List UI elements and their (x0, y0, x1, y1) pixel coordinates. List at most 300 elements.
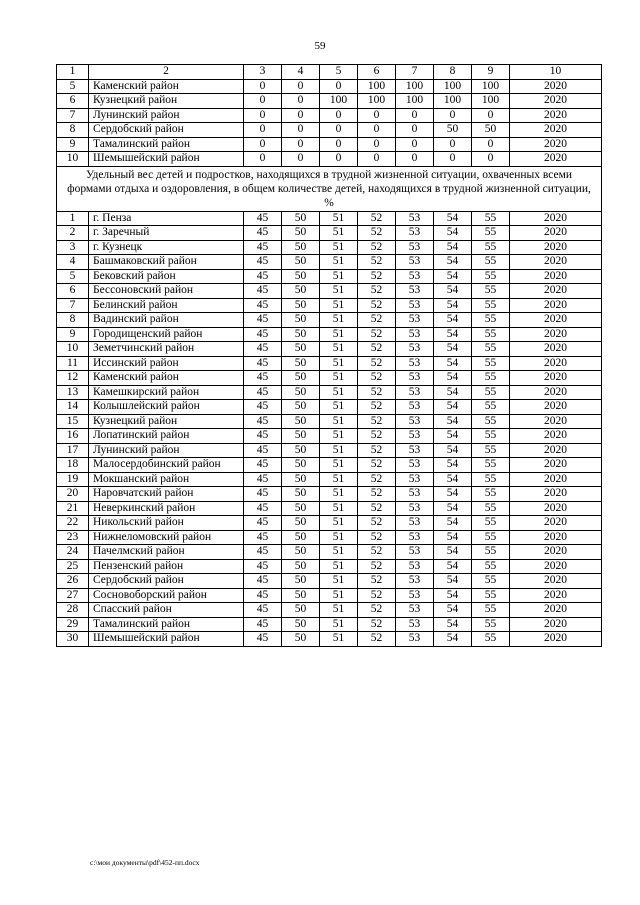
district-name-cell: Тамалинский район (89, 137, 244, 152)
table-cell: 53 (396, 530, 434, 545)
table-cell: 2020 (510, 211, 602, 226)
table-cell: 19 (57, 472, 89, 487)
table-cell: 0 (358, 108, 396, 123)
table-cell: 45 (244, 342, 282, 357)
table-cell: 5 (57, 79, 89, 94)
table-row (57, 79, 602, 94)
table-cell: 45 (244, 255, 282, 270)
table-cell: 2020 (510, 617, 602, 632)
table-cell: 52 (358, 356, 396, 371)
table-cell: 45 (244, 487, 282, 502)
table-cell: 2020 (510, 443, 602, 458)
table-cell: 0 (320, 137, 358, 152)
table-cell: 55 (472, 327, 510, 342)
table-cell: 8 (57, 313, 89, 328)
table-cell: 45 (244, 617, 282, 632)
table-cell: 45 (244, 327, 282, 342)
table-cell: 45 (244, 400, 282, 415)
table-row (57, 226, 602, 241)
table-cell: 52 (358, 516, 396, 531)
table-cell: 45 (244, 240, 282, 255)
table-cell: 13 (57, 385, 89, 400)
table-cell: 51 (320, 603, 358, 618)
table-cell: 50 (282, 632, 320, 647)
table-cell: 0 (358, 152, 396, 167)
table-cell: 45 (244, 588, 282, 603)
table-cell: 2020 (510, 574, 602, 589)
district-name-cell: Кузнецкий район (89, 94, 244, 109)
table-row (57, 284, 602, 299)
table-cell: 52 (358, 414, 396, 429)
table-cell: 50 (282, 284, 320, 299)
table-cell: 52 (358, 545, 396, 560)
table-cell: 2020 (510, 385, 602, 400)
table-cell: 2020 (510, 371, 602, 386)
header-cell: 8 (434, 65, 472, 80)
table-cell: 50 (282, 501, 320, 516)
table-cell: 2020 (510, 559, 602, 574)
table-cell: 51 (320, 443, 358, 458)
table-row (57, 298, 602, 313)
table-cell: 2020 (510, 487, 602, 502)
table-row (57, 472, 602, 487)
table-cell: 45 (244, 385, 282, 400)
table-cell: 50 (282, 327, 320, 342)
table-cell: 18 (57, 458, 89, 473)
district-name-cell: Бековский район (89, 269, 244, 284)
table-cell: 51 (320, 385, 358, 400)
table-cell: 55 (472, 429, 510, 444)
table-cell: 51 (320, 327, 358, 342)
table-cell: 0 (320, 79, 358, 94)
table-cell: 0 (282, 152, 320, 167)
table-cell: 55 (472, 414, 510, 429)
table-cell: 50 (282, 255, 320, 270)
table-cell: 53 (396, 603, 434, 618)
table-cell: 52 (358, 458, 396, 473)
table-cell: 53 (396, 472, 434, 487)
table-cell: 9 (57, 327, 89, 342)
table-cell: 55 (472, 443, 510, 458)
table-cell: 50 (282, 472, 320, 487)
table-row (57, 123, 602, 138)
table-cell: 100 (434, 79, 472, 94)
table-cell: 5 (57, 269, 89, 284)
table-cell: 55 (472, 501, 510, 516)
table-cell: 50 (282, 400, 320, 415)
header-row (57, 65, 602, 80)
table-cell: 2020 (510, 501, 602, 516)
table-cell: 11 (57, 356, 89, 371)
table-cell: 51 (320, 414, 358, 429)
table-cell: 9 (57, 137, 89, 152)
table-cell: 54 (434, 588, 472, 603)
district-name-cell: г. Кузнецк (89, 240, 244, 255)
table-cell: 7 (57, 298, 89, 313)
table-cell: 6 (57, 284, 89, 299)
table-cell: 52 (358, 371, 396, 386)
table-row (57, 371, 602, 386)
table-cell: 52 (358, 269, 396, 284)
district-name-cell: Никольский район (89, 516, 244, 531)
table-cell: 55 (472, 632, 510, 647)
table-cell: 100 (396, 94, 434, 109)
table-cell: 55 (472, 211, 510, 226)
table-cell: 45 (244, 632, 282, 647)
table-cell: 52 (358, 603, 396, 618)
table-cell: 17 (57, 443, 89, 458)
table-cell: 53 (396, 371, 434, 386)
table-cell: 2020 (510, 79, 602, 94)
table-cell: 50 (282, 458, 320, 473)
table-cell: 52 (358, 429, 396, 444)
table-row (57, 429, 602, 444)
table-cell: 53 (396, 458, 434, 473)
district-name-cell: Шемышейский район (89, 152, 244, 167)
table-cell: 51 (320, 226, 358, 241)
table-row (57, 588, 602, 603)
table-cell: 10 (57, 342, 89, 357)
table-cell: 50 (282, 298, 320, 313)
table-cell: 50 (282, 313, 320, 328)
table-cell: 55 (472, 545, 510, 560)
table-cell: 54 (434, 443, 472, 458)
district-name-cell: г. Пенза (89, 211, 244, 226)
table-cell: 2020 (510, 472, 602, 487)
table-cell: 54 (434, 530, 472, 545)
table-cell: 53 (396, 269, 434, 284)
table-cell: 52 (358, 211, 396, 226)
table-cell: 53 (396, 501, 434, 516)
table-cell: 53 (396, 298, 434, 313)
table-cell: 55 (472, 356, 510, 371)
table-cell: 51 (320, 371, 358, 386)
table-row (57, 327, 602, 342)
table-cell: 15 (57, 414, 89, 429)
district-name-cell: Тамалинский район (89, 617, 244, 632)
district-name-cell: Спасский район (89, 603, 244, 618)
table-cell: 52 (358, 530, 396, 545)
table-cell: 2020 (510, 342, 602, 357)
district-name-cell: Сердобский район (89, 574, 244, 589)
indicators-table (56, 64, 602, 647)
table-cell: 51 (320, 429, 358, 444)
district-name-cell: Мокшанский район (89, 472, 244, 487)
table-cell: 51 (320, 632, 358, 647)
table-cell: 51 (320, 269, 358, 284)
table-cell: 51 (320, 516, 358, 531)
district-name-cell: Пачелмский район (89, 545, 244, 560)
table-cell: 53 (396, 574, 434, 589)
table-cell: 53 (396, 385, 434, 400)
table-cell: 45 (244, 603, 282, 618)
table-cell: 52 (358, 342, 396, 357)
table-cell: 52 (358, 385, 396, 400)
table-cell: 50 (282, 211, 320, 226)
table-cell: 0 (472, 137, 510, 152)
table-cell: 2020 (510, 603, 602, 618)
table-cell: 100 (358, 94, 396, 109)
table-cell: 45 (244, 284, 282, 299)
table-cell: 2020 (510, 429, 602, 444)
table-cell: 2020 (510, 400, 602, 415)
table-cell: 1 (57, 211, 89, 226)
table-row (57, 137, 602, 152)
table-row (57, 385, 602, 400)
table-cell: 12 (57, 371, 89, 386)
table-cell: 0 (282, 94, 320, 109)
table-cell: 2020 (510, 226, 602, 241)
table-cell: 45 (244, 298, 282, 313)
table-cell: 50 (282, 226, 320, 241)
table-cell: 28 (57, 603, 89, 618)
table-cell: 54 (434, 226, 472, 241)
table-cell: 100 (358, 79, 396, 94)
table-cell: 2020 (510, 298, 602, 313)
table-cell: 55 (472, 255, 510, 270)
table-cell: 50 (282, 269, 320, 284)
table-cell: 0 (244, 108, 282, 123)
table-cell: 55 (472, 530, 510, 545)
table-cell: 0 (396, 123, 434, 138)
table-cell: 50 (472, 123, 510, 138)
section-title: Удельный вес детей и подростков, находящихся в трудной жизненной ситуации, охваченных всеми формами отдыха и оздоровления, в общем количестве детей, находящихся в трудной жизненной ситуации, % (57, 166, 602, 211)
table-row (57, 458, 602, 473)
table-cell: 53 (396, 226, 434, 241)
table-cell: 52 (358, 400, 396, 415)
table-cell: 54 (434, 516, 472, 531)
district-name-cell: Каменский район (89, 79, 244, 94)
table-cell: 2020 (510, 94, 602, 109)
table-cell: 2020 (510, 516, 602, 531)
header-cell: 7 (396, 65, 434, 80)
table-cell: 52 (358, 487, 396, 502)
table-cell: 53 (396, 443, 434, 458)
table-cell: 53 (396, 516, 434, 531)
table-cell: 51 (320, 211, 358, 226)
table-row (57, 414, 602, 429)
table-cell: 53 (396, 588, 434, 603)
table-cell: 50 (282, 603, 320, 618)
table-cell: 55 (472, 342, 510, 357)
table-cell: 52 (358, 226, 396, 241)
table-cell: 0 (396, 108, 434, 123)
table-cell: 54 (434, 342, 472, 357)
table-cell: 51 (320, 472, 358, 487)
district-name-cell: Малосердобинский район (89, 458, 244, 473)
table-cell: 51 (320, 313, 358, 328)
district-name-cell: Наровчатский район (89, 487, 244, 502)
table-cell: 26 (57, 574, 89, 589)
table-cell: 50 (282, 530, 320, 545)
table-cell: 54 (434, 356, 472, 371)
table-cell: 53 (396, 545, 434, 560)
table-cell: 54 (434, 313, 472, 328)
table-cell: 53 (396, 414, 434, 429)
table-cell: 51 (320, 400, 358, 415)
table-cell: 52 (358, 240, 396, 255)
table-cell: 0 (244, 123, 282, 138)
table-cell: 7 (57, 108, 89, 123)
table-cell: 51 (320, 298, 358, 313)
table-cell: 0 (320, 108, 358, 123)
table-cell: 51 (320, 255, 358, 270)
table-cell: 0 (320, 123, 358, 138)
table-cell: 55 (472, 559, 510, 574)
table-cell: 55 (472, 603, 510, 618)
district-name-cell: Неверкинский район (89, 501, 244, 516)
table-cell: 0 (434, 108, 472, 123)
table-cell: 54 (434, 284, 472, 299)
table-cell: 54 (434, 429, 472, 444)
table-cell: 100 (320, 94, 358, 109)
table-cell: 53 (396, 617, 434, 632)
table-cell: 0 (396, 152, 434, 167)
table-cell: 0 (434, 152, 472, 167)
district-name-cell: Пензенский район (89, 559, 244, 574)
table-row (57, 603, 602, 618)
table-cell: 0 (434, 137, 472, 152)
table-cell: 0 (282, 123, 320, 138)
table-cell: 54 (434, 414, 472, 429)
table-cell: 0 (244, 152, 282, 167)
district-name-cell: Бессоновский район (89, 284, 244, 299)
table-cell: 45 (244, 545, 282, 560)
district-name-cell: Нижнеломовский район (89, 530, 244, 545)
header-cell: 5 (320, 65, 358, 80)
table-cell: 51 (320, 559, 358, 574)
header-cell: 9 (472, 65, 510, 80)
table-cell: 50 (282, 371, 320, 386)
table-cell: 2020 (510, 123, 602, 138)
table-cell: 55 (472, 472, 510, 487)
table-cell: 0 (282, 108, 320, 123)
table-cell: 100 (396, 79, 434, 94)
table-cell: 2020 (510, 137, 602, 152)
district-name-cell: Кузнецкий район (89, 414, 244, 429)
table-cell: 53 (396, 342, 434, 357)
table-cell: 52 (358, 501, 396, 516)
table-cell: 55 (472, 313, 510, 328)
table-cell: 45 (244, 429, 282, 444)
table-row (57, 443, 602, 458)
table-cell: 0 (358, 137, 396, 152)
table-cell: 2020 (510, 356, 602, 371)
table-cell: 54 (434, 269, 472, 284)
table-cell: 0 (282, 137, 320, 152)
table-row (57, 632, 602, 647)
table-cell: 50 (282, 342, 320, 357)
table-cell: 54 (434, 327, 472, 342)
table-cell: 52 (358, 255, 396, 270)
table-cell: 29 (57, 617, 89, 632)
table-cell: 53 (396, 487, 434, 502)
table-cell: 2020 (510, 240, 602, 255)
table-cell: 52 (358, 313, 396, 328)
table-cell: 45 (244, 530, 282, 545)
table-cell: 2020 (510, 545, 602, 560)
table-cell: 50 (282, 385, 320, 400)
table-cell: 2 (57, 226, 89, 241)
district-name-cell: Сердобский район (89, 123, 244, 138)
table-cell: 51 (320, 545, 358, 560)
table-cell: 54 (434, 632, 472, 647)
table-cell: 55 (472, 385, 510, 400)
district-name-cell: Колышлейский район (89, 400, 244, 415)
table-cell: 54 (434, 617, 472, 632)
table-cell: 45 (244, 371, 282, 386)
table-cell: 51 (320, 588, 358, 603)
table-cell: 6 (57, 94, 89, 109)
table-row (57, 211, 602, 226)
table-cell: 54 (434, 574, 472, 589)
table-row (57, 356, 602, 371)
table-cell: 55 (472, 400, 510, 415)
table-cell: 52 (358, 284, 396, 299)
table-cell: 51 (320, 530, 358, 545)
table-cell: 55 (472, 487, 510, 502)
table-cell: 52 (358, 298, 396, 313)
header-cell: 10 (510, 65, 602, 80)
table-cell: 55 (472, 371, 510, 386)
table-cell: 50 (282, 356, 320, 371)
table-cell: 55 (472, 588, 510, 603)
table-cell: 27 (57, 588, 89, 603)
table-cell: 45 (244, 516, 282, 531)
district-name-cell: Башмаковский район (89, 255, 244, 270)
table-cell: 50 (282, 588, 320, 603)
table-cell: 54 (434, 559, 472, 574)
table-cell: 45 (244, 211, 282, 226)
table-cell: 25 (57, 559, 89, 574)
table-cell: 0 (358, 123, 396, 138)
table-cell: 53 (396, 356, 434, 371)
table-cell: 52 (358, 472, 396, 487)
table-cell: 50 (282, 487, 320, 502)
table-cell: 20 (57, 487, 89, 502)
table-row (57, 501, 602, 516)
district-name-cell: Иссинский район (89, 356, 244, 371)
table-cell: 0 (472, 108, 510, 123)
table-cell: 4 (57, 255, 89, 270)
table-cell: 53 (396, 559, 434, 574)
table-cell: 45 (244, 472, 282, 487)
table-cell: 30 (57, 632, 89, 647)
table-cell: 50 (282, 443, 320, 458)
table-cell: 51 (320, 574, 358, 589)
table-row (57, 313, 602, 328)
table-cell: 45 (244, 458, 282, 473)
table-cell: 52 (358, 617, 396, 632)
table-cell: 100 (434, 94, 472, 109)
table-cell: 45 (244, 501, 282, 516)
table-cell: 50 (282, 414, 320, 429)
district-name-cell: Лунинский район (89, 108, 244, 123)
table-cell: 100 (472, 94, 510, 109)
table-cell: 45 (244, 414, 282, 429)
table-cell: 51 (320, 284, 358, 299)
table-cell: 51 (320, 487, 358, 502)
table-cell: 2020 (510, 588, 602, 603)
table-cell: 16 (57, 429, 89, 444)
table-row (57, 255, 602, 270)
table-cell: 2020 (510, 530, 602, 545)
district-name-cell: Сосновоборский район (89, 588, 244, 603)
table-cell: 21 (57, 501, 89, 516)
table-cell: 53 (396, 284, 434, 299)
table-cell: 53 (396, 211, 434, 226)
table-row (57, 545, 602, 560)
